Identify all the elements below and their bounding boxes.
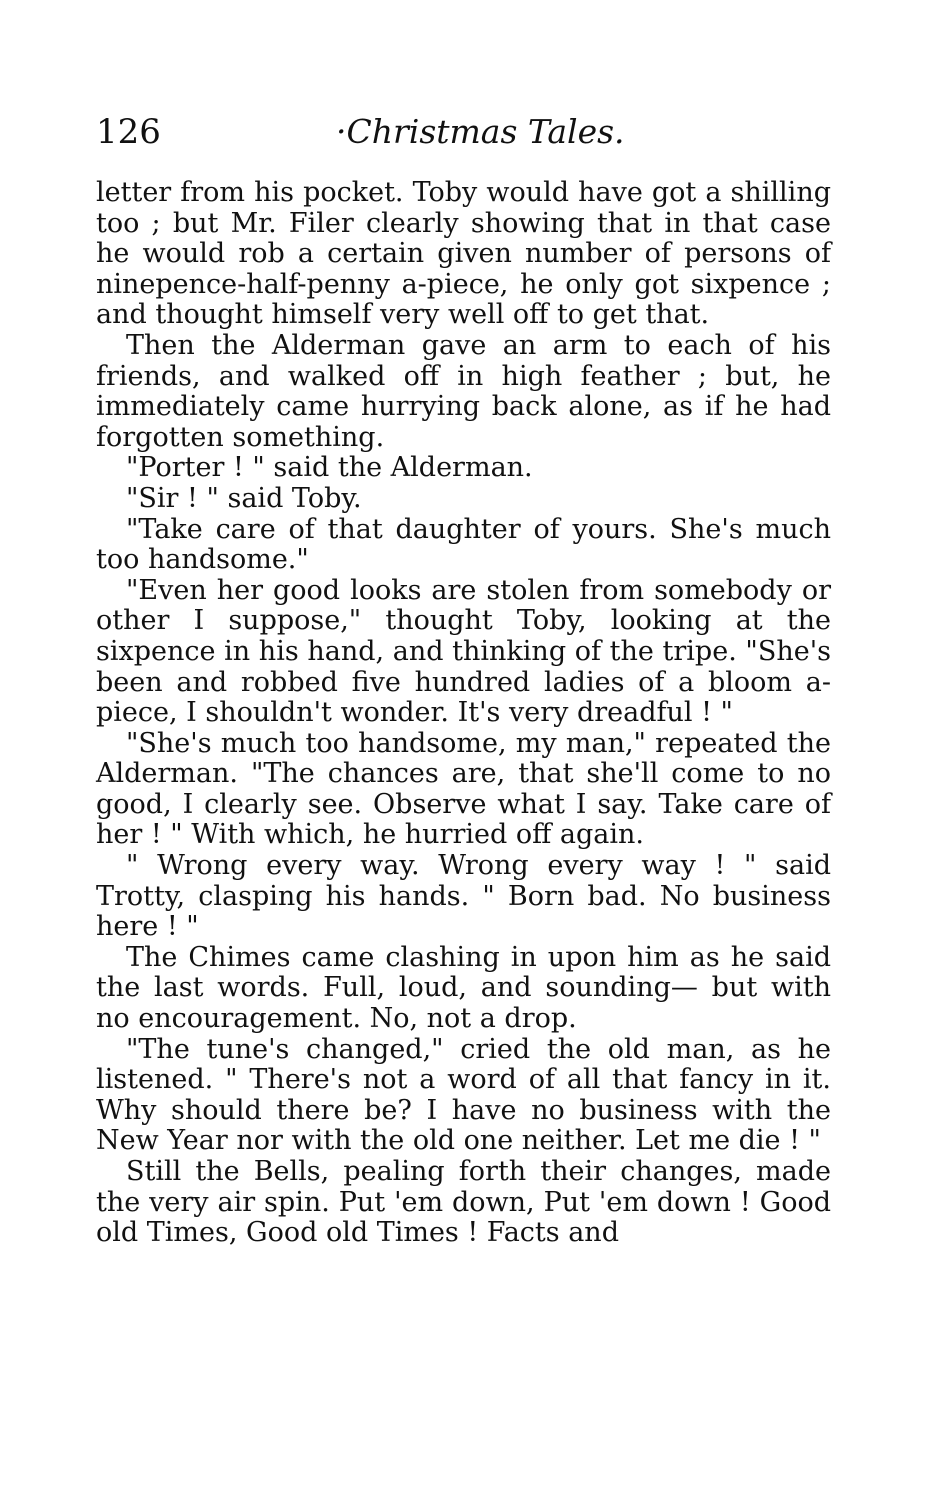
paragraph: "Take care of that daughter of yours. She's much too handsome." bbox=[96, 513, 831, 576]
paragraph: "Porter ! " said the Alderman. bbox=[126, 452, 533, 484]
paragraph: Still the Bells, pealing forth their changes, made the very air spin. Put 'em down, Put 'em down ! Good old Times, Good old Times ! Facts and bbox=[96, 1156, 831, 1249]
paragraph: "Even her good looks are stolen from somebody or other I suppose," thought Toby, looking at the sixpence in his hand, and thinking of the tripe. "She's been and robbed five hundred ladies of a bloom a-piece, I shouldn't wonder. It's very dreadful ! " bbox=[96, 574, 831, 729]
paragraph: letter from his pocket. Toby would have got a shilling too ; but Mr. Filer clearly showing that in that case he would rob a certain given number of persons of ninepence-half-penny a-piece, he only got sixpence ; and thought himself very well off to get that. bbox=[96, 177, 831, 331]
page-number: 126 bbox=[96, 112, 161, 152]
running-title: ·Christmas Tales. bbox=[336, 112, 625, 151]
paragraph: "The tune's changed," cried the old man, as he listened. " There's not a word of all that fancy in it. Why should there be? I have no business with the New Year nor with the old one neither. Let me die ! " bbox=[96, 1033, 831, 1157]
page-header bbox=[96, 110, 831, 154]
paragraph: "Sir ! " said Toby. bbox=[126, 482, 362, 514]
paragraph: "She's much too handsome, my man," repeated the Alderman. "The chances are, that she'll come to no good, I clearly see. Observe what I say. Take care of her ! " With which, he hurried off again. bbox=[96, 727, 831, 851]
paragraph: The Chimes came clashing in upon him as he said the last words. Full, loud, and sounding— but with no encouragement. No, not a drop. bbox=[96, 941, 831, 1035]
paragraph: Then the Alderman gave an arm to each of his friends, and walked off in high feather ; but, he immediately came hurrying back alone, as if he had forgotten something. bbox=[96, 329, 831, 453]
body-text bbox=[96, 178, 831, 1249]
paragraph: " Wrong every way. Wrong every way ! " said Trotty, clasping his hands. " Born bad. No business here ! " bbox=[96, 850, 831, 943]
